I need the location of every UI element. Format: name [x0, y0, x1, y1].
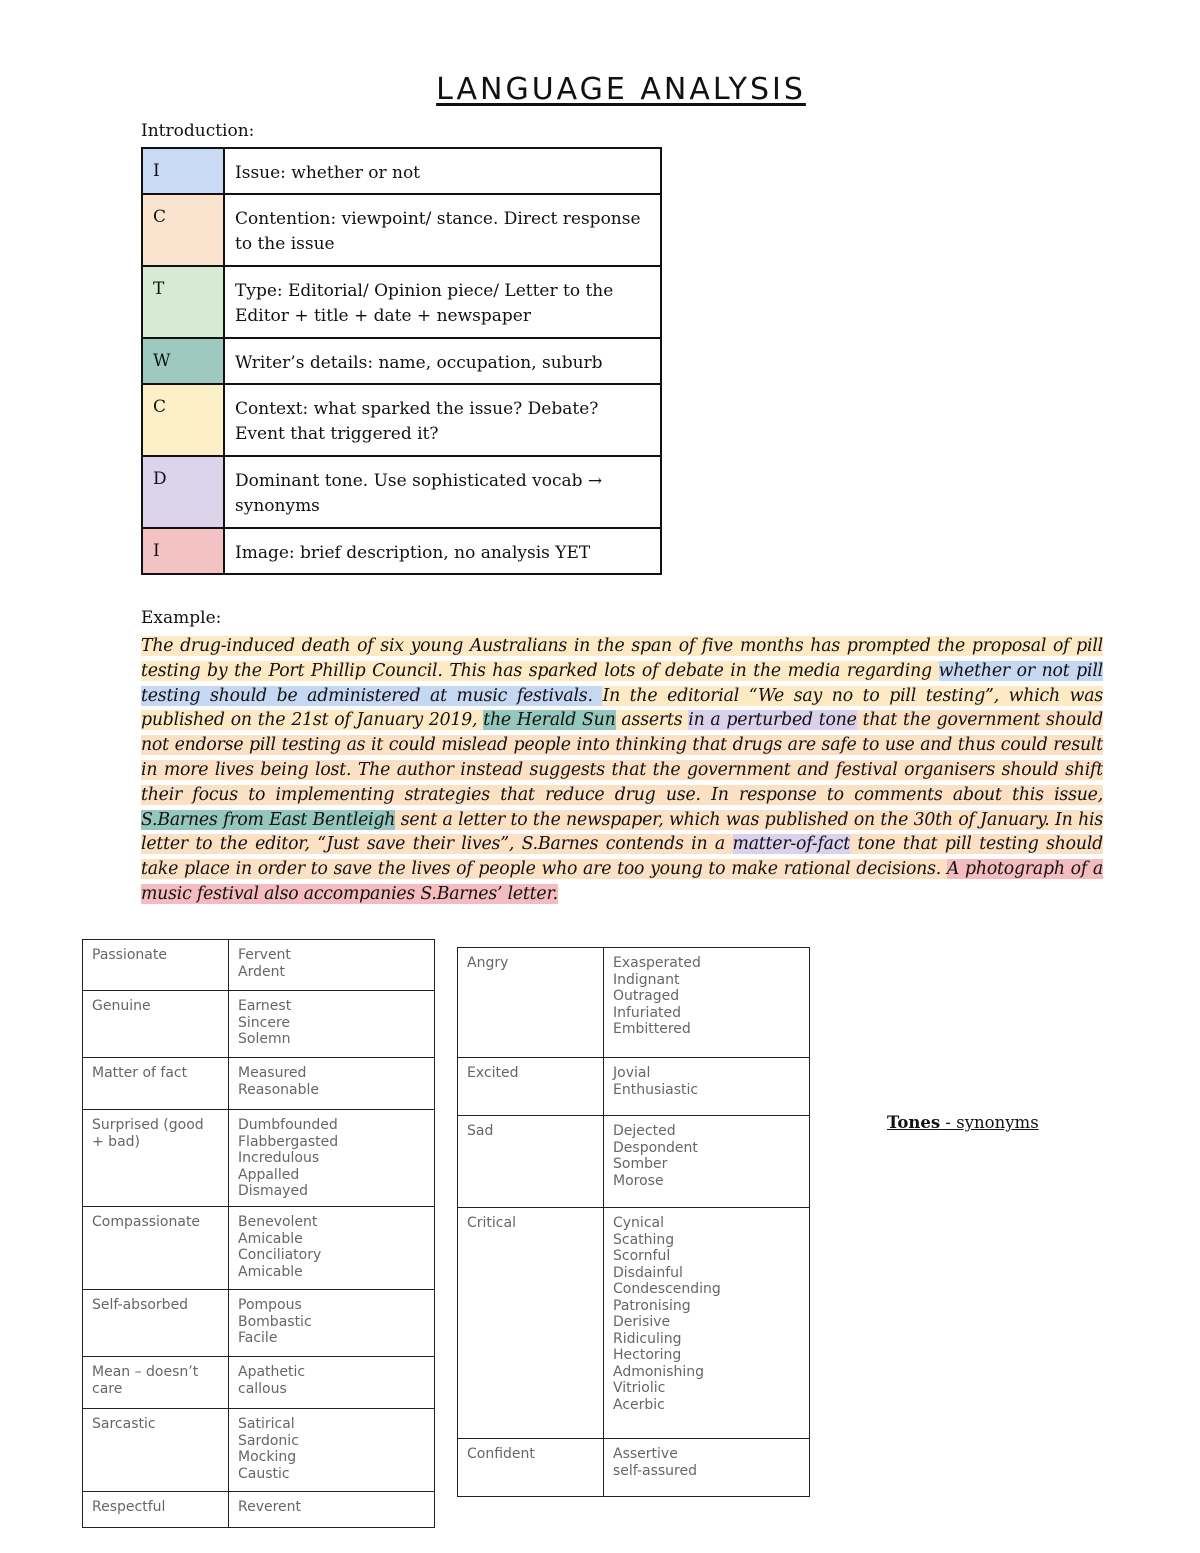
tone-name: Respectful	[83, 1492, 229, 1528]
context-highlight: The drug-induced death of six young Australians in the span of five months has prompted the proposal of pill testing by the Port Phillip Council. This has sparked lots of debate in the media regarding	[141, 636, 1103, 681]
tone-synonyms	[229, 940, 435, 991]
tones-table-left	[82, 939, 435, 1528]
synonym: Facile	[238, 1330, 278, 1346]
tone-row	[458, 1208, 810, 1439]
tone-row	[458, 1058, 810, 1116]
synonym: Outraged	[613, 988, 680, 1004]
tone-synonyms	[229, 1409, 435, 1492]
tone-synonyms	[229, 1207, 435, 1290]
synonym: Acerbic	[613, 1396, 665, 1413]
ictwcdi-letter: I	[142, 148, 224, 194]
tone-synonyms	[229, 991, 435, 1058]
ictwcdi-letter: D	[142, 456, 224, 528]
synonym: Condescending	[613, 1281, 721, 1297]
writer-highlight: S.Barnes from East Bentleigh	[141, 809, 396, 830]
page-title: LANGUAGE ANALYSIS	[436, 72, 806, 107]
ictwcdi-letter: C	[142, 194, 224, 266]
tone-name: Compassionate	[83, 1207, 229, 1290]
tones-caption-rest: - synonyms	[940, 1113, 1039, 1132]
synonym: Fervent	[238, 947, 291, 963]
synonym: Despondent	[613, 1139, 698, 1156]
synonym: Caustic	[238, 1465, 290, 1482]
ictwcdi-letter: T	[142, 266, 224, 338]
tone-row	[458, 948, 810, 1058]
synonym: Measured	[238, 1065, 307, 1081]
contention-highlight: tone that pill testing should take place in order to save the lives of people who are too young to make rational decisions.	[141, 834, 1104, 880]
ictwcdi-row	[142, 194, 661, 266]
tone-name: Passionate	[83, 940, 229, 991]
ictwcdi-description: Type: Editorial/ Opinion piece/ Letter to the Editor + title + date + newspaper	[224, 266, 661, 338]
tone-name: Genuine	[83, 991, 229, 1058]
ictwcdi-row	[142, 338, 661, 384]
tone-synonyms	[229, 1357, 435, 1409]
tones-caption	[887, 1113, 1039, 1132]
tone-name: Sad	[458, 1116, 604, 1208]
synonym: Incredulous	[238, 1150, 320, 1166]
ictwcdi-table	[141, 147, 662, 575]
tone-row	[83, 1207, 435, 1290]
tone-synonyms	[229, 1290, 435, 1357]
tone-name: Surprised (good + bad)	[83, 1110, 229, 1207]
ictwcdi-description: Context: what sparked the issue? Debate? Event that triggered it?	[224, 384, 661, 456]
tone-highlight: in a perturbed tone	[688, 710, 857, 731]
ictwcdi-description: Image: brief description, no analysis YET	[224, 528, 661, 574]
tone-name: Mean – doesn’t care	[83, 1357, 229, 1409]
tone-synonyms	[604, 1439, 810, 1497]
synonym: Bombastic	[238, 1313, 312, 1330]
ictwcdi-description: Issue: whether or not	[224, 148, 661, 194]
synonym: Dejected	[613, 1123, 676, 1139]
ictwcdi-row	[142, 148, 661, 194]
tone-row	[458, 1116, 810, 1208]
ictwcdi-row	[142, 384, 661, 456]
synonym: Earnest	[238, 998, 292, 1014]
tone-row	[83, 1409, 435, 1492]
tone-synonyms	[604, 1058, 810, 1116]
synonym: Flabbergasted	[238, 1133, 339, 1150]
synonym: Pompous	[238, 1297, 302, 1313]
synonym: Sincere	[238, 1014, 291, 1031]
ictwcdi-letter: C	[142, 384, 224, 456]
tone-name: Sarcastic	[83, 1409, 229, 1492]
synonym: Vitriolic	[613, 1380, 666, 1396]
synonym: Morose	[613, 1172, 664, 1189]
introduction-label: Introduction:	[141, 121, 255, 141]
writer-highlight: the Herald Sun	[483, 710, 616, 731]
tone-row	[458, 1439, 810, 1497]
synonym: Scornful	[613, 1248, 671, 1264]
synonym: Assertive	[613, 1446, 678, 1462]
synonym: Amicable	[238, 1230, 303, 1247]
synonym: Ridiculing	[613, 1330, 682, 1347]
synonym: Dismayed	[238, 1183, 308, 1199]
tone-name: Critical	[458, 1208, 604, 1439]
tone-row	[83, 1492, 435, 1528]
image-highlight: A photograph of a music festival also accompanies S.Barnes’ letter.	[141, 859, 1103, 904]
type-highlight: In the editorial “We say no to pill testing”, which was published on the 21st of January 2019,	[141, 685, 1103, 731]
synonym: Reverent	[238, 1499, 302, 1515]
tone-name: Excited	[458, 1058, 604, 1116]
ictwcdi-description: Writer’s details: name, occupation, suburb	[224, 338, 661, 384]
ictwcdi-row	[142, 266, 661, 338]
synonym: Enthusiastic	[613, 1081, 699, 1098]
tone-row	[83, 1110, 435, 1207]
synonym: Dumbfounded	[238, 1117, 338, 1133]
tone-row	[83, 940, 435, 991]
synonym: Mocking	[238, 1449, 297, 1465]
synonym: Embittered	[613, 1021, 691, 1037]
ictwcdi-row	[142, 528, 661, 574]
synonym: Patronising	[613, 1297, 691, 1314]
synonym: Scathing	[613, 1231, 675, 1248]
synonym: Sardonic	[238, 1432, 299, 1449]
synonym: Appalled	[238, 1166, 300, 1183]
ictwcdi-description: Dominant tone. Use sophisticated vocab → synonyms	[224, 456, 661, 528]
synonym: callous	[238, 1380, 287, 1397]
synonym: Exasperated	[613, 955, 701, 971]
synonym: Ardent	[238, 963, 285, 980]
tones-table-right	[457, 947, 810, 1497]
synonym: Derisive	[613, 1314, 671, 1330]
tone-row	[83, 991, 435, 1058]
ictwcdi-row	[142, 456, 661, 528]
tone-name: Self-absorbed	[83, 1290, 229, 1357]
synonym: Conciliatory	[238, 1247, 322, 1263]
synonym: Admonishing	[613, 1363, 704, 1380]
synonym: self-assured	[613, 1462, 697, 1479]
tone-highlight: matter-of-fact	[732, 834, 850, 855]
tone-row	[83, 1058, 435, 1110]
synonym: Satirical	[238, 1416, 295, 1432]
synonym: Amicable	[238, 1263, 303, 1280]
synonym: Hectoring	[613, 1347, 682, 1363]
tone-name: Confident	[458, 1439, 604, 1497]
synonym: Disdainful	[613, 1264, 683, 1281]
tone-row	[83, 1290, 435, 1357]
ictwcdi-letter: W	[142, 338, 224, 384]
tone-synonyms	[229, 1110, 435, 1207]
issue-highlight: whether or not pill testing should be administered at music festivals.	[141, 660, 1103, 706]
tone-synonyms	[604, 1208, 810, 1439]
synonym: Benevolent	[238, 1214, 318, 1230]
synonym: Reasonable	[238, 1081, 319, 1098]
tone-synonyms	[229, 1058, 435, 1110]
tone-row	[83, 1357, 435, 1409]
synonym: Jovial	[613, 1065, 651, 1081]
contention-highlight: asserts	[615, 710, 689, 731]
synonym: Somber	[613, 1156, 668, 1172]
example-paragraph	[141, 634, 1103, 907]
tone-synonyms	[604, 1116, 810, 1208]
synonym: Cynical	[613, 1215, 664, 1231]
ictwcdi-description: Contention: viewpoint/ stance. Direct response to the issue	[224, 194, 661, 266]
tone-synonyms	[229, 1492, 435, 1528]
ictwcdi-letter: I	[142, 528, 224, 574]
context-highlight: sent a letter to the newspaper, which was published on the 30th of January. In his letter to the editor, “Just save their lives”, S.Barnes contends in a	[141, 809, 1103, 855]
synonym: Solemn	[238, 1031, 291, 1047]
example-label: Example:	[141, 608, 222, 628]
synonym: Apathetic	[238, 1364, 306, 1380]
tones-caption-bold: Tones	[887, 1113, 941, 1132]
synonym: Infuriated	[613, 1004, 682, 1021]
tone-name: Matter of fact	[83, 1058, 229, 1110]
tone-synonyms	[604, 948, 810, 1058]
synonym: Indignant	[613, 971, 680, 988]
tone-name: Angry	[458, 948, 604, 1058]
contention-highlight: that the government should not endorse pill testing as it could mislead people into thinking that drugs are safe to use and thus could result in more lives being lost. The author instead suggests that the government and festival organisers should shift their focus to implementing strategies that reduce drug use. In response to comments about this issue,	[141, 710, 1103, 805]
